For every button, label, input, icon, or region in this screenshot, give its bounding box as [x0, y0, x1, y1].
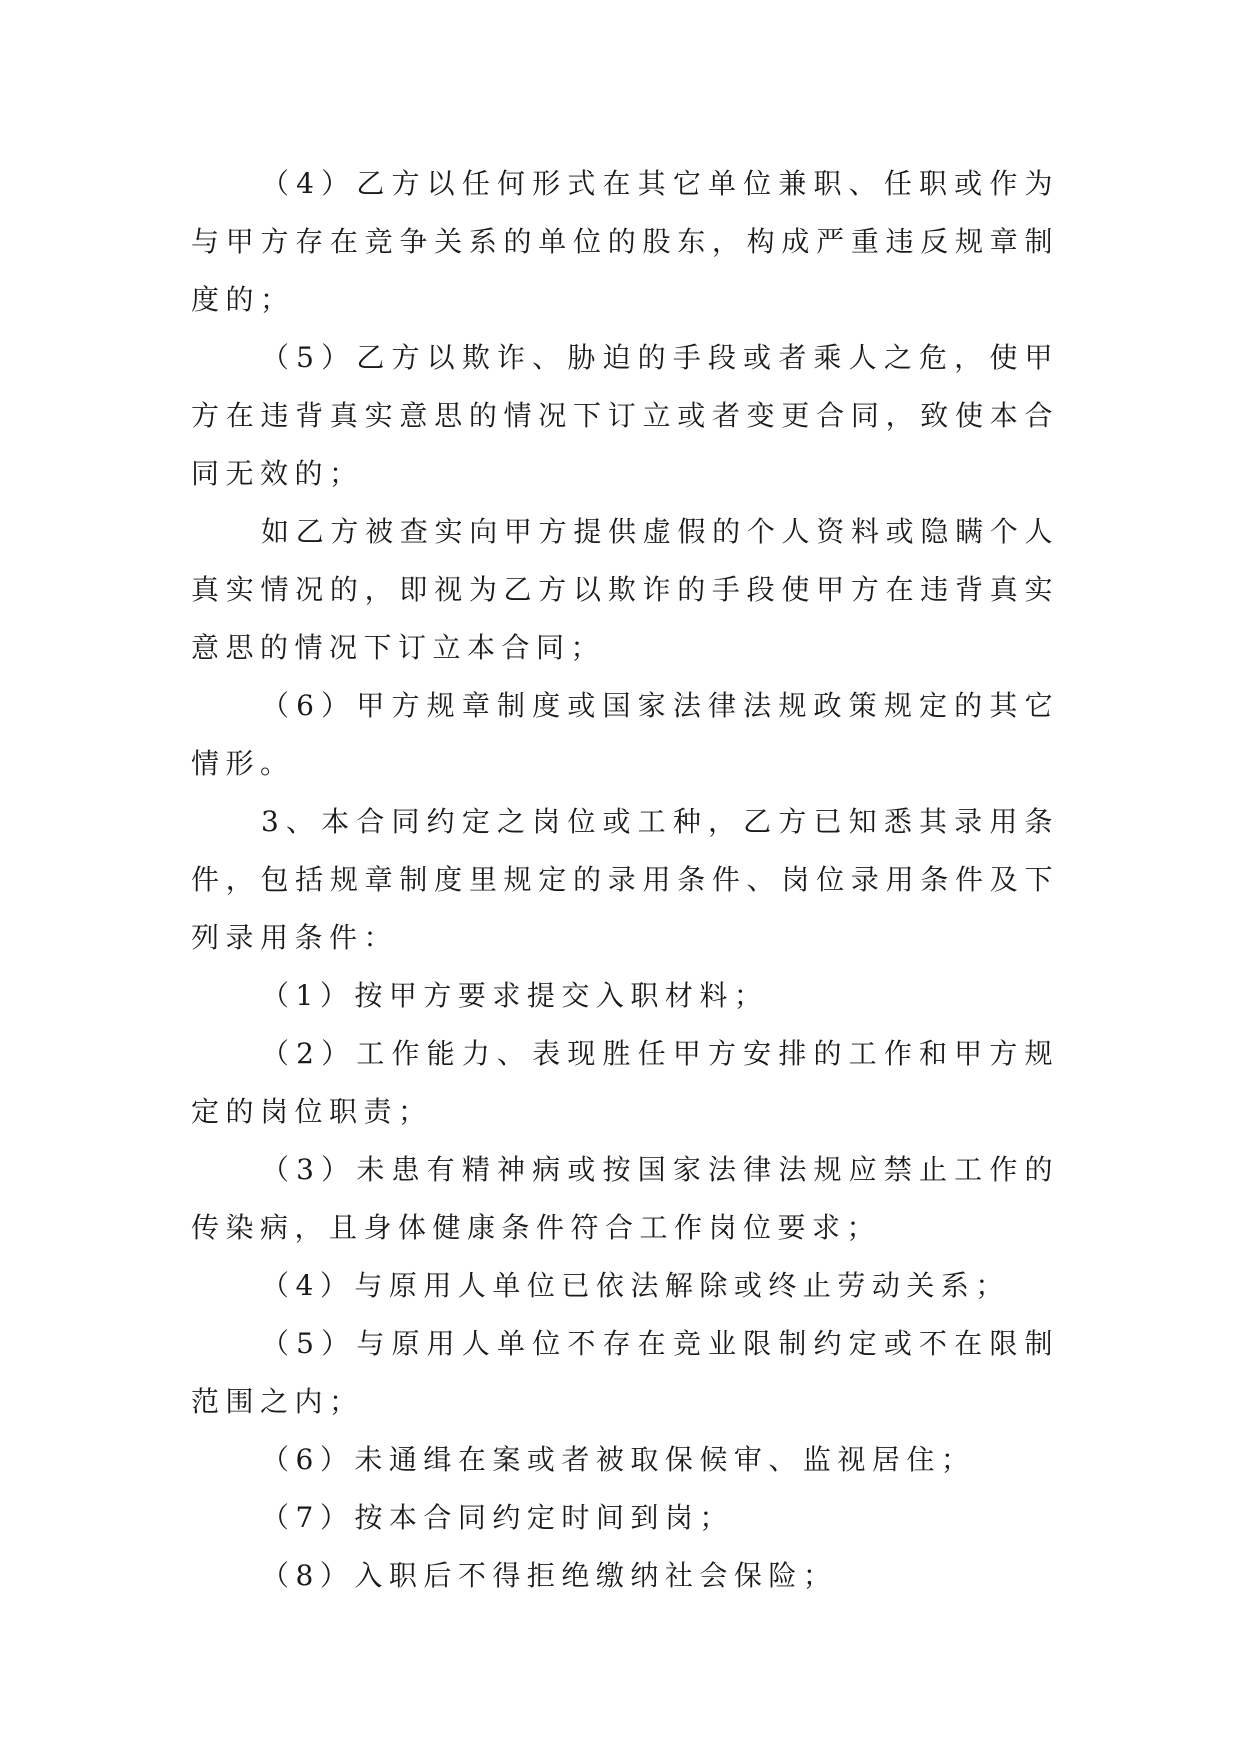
condition-3-paragraph: （3）未患有精神病或按国家法律法规应禁止工作的传染病，且身体健康条件符合工作岗位要求； [191, 1153, 1059, 1244]
condition-8-paragraph: （8）入职后不得拒绝缴纳社会保险； [261, 1559, 838, 1592]
clause-5-paragraph: （5）乙方以欺诈、胁迫的手段或者乘人之危，使甲方在违背真实意思的情况下订立或者变更合同，致使本合同无效的； [191, 341, 1059, 490]
condition-5-paragraph: （5）与原用人单位不存在竞业限制约定或不在限制范围之内； [191, 1327, 1059, 1418]
document-body [191, 155, 1059, 1605]
clause-6-paragraph: （6）甲方规章制度或国家法律法规政策规定的其它情形。 [191, 689, 1059, 780]
condition-7-paragraph: （7）按本合同约定时间到岗； [261, 1501, 734, 1534]
condition-6-paragraph: （6）未通缉在案或者被取保候审、监视居住； [261, 1443, 976, 1476]
section-3-paragraph: 3、本合同约定之岗位或工种，乙方已知悉其录用条件，包括规章制度里规定的录用条件、岗位录用条件及下列录用条件： [191, 805, 1059, 954]
condition-2-paragraph: （2）工作能力、表现胜任甲方安排的工作和甲方规定的岗位职责； [191, 1037, 1059, 1128]
condition-1-paragraph: （1）按甲方要求提交入职材料； [261, 979, 769, 1012]
clause-4-paragraph: （4）乙方以任何形式在其它单位兼职、任职或作为与甲方存在竞争关系的单位的股东，构成严重违反规章制度的； [191, 167, 1059, 316]
fraud-explanation-paragraph: 如乙方被查实向甲方提供虚假的个人资料或隐瞒个人真实情况的，即视为乙方以欺诈的手段使甲方在违背真实意思的情况下订立本合同； [191, 515, 1059, 664]
condition-4-paragraph: （4）与原用人单位已依法解除或终止劳动关系； [261, 1269, 1010, 1302]
